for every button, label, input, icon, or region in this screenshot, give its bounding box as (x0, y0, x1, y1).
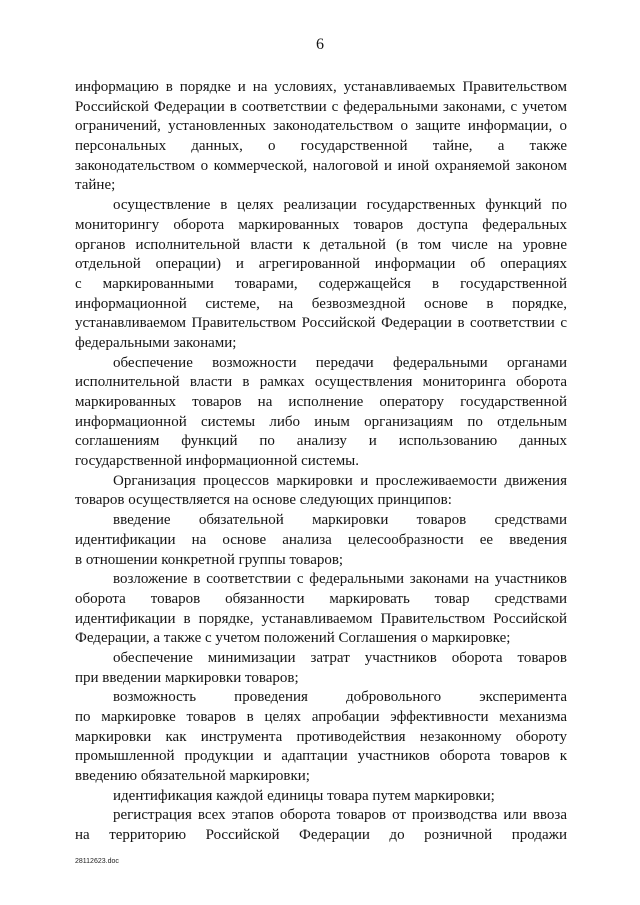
paragraph (75, 78, 567, 196)
text-line: персональных данных, о государственной тайне, а также (75, 138, 567, 155)
text-line: по маркировке товаров в целях апробации эффективности механизма (75, 709, 567, 725)
paragraph (75, 196, 567, 354)
text-line: государственной информационной системы. (75, 453, 360, 470)
paragraph (75, 787, 567, 807)
text-line: исполнительной власти в рамках осуществления мониторинга оборота (75, 374, 567, 391)
text-line: с маркированными товарами, содержащейся в государственной (75, 275, 567, 292)
paragraph (75, 688, 567, 786)
text-line: информационной системе, на безвозмездной основе в порядке, (75, 295, 567, 312)
text-line: мониторингу оборота маркированных товаров доступа федеральных (75, 216, 567, 233)
paragraph (75, 354, 567, 472)
text-line: регистрация всех этапов оборота товаров от производства или ввоза (113, 807, 567, 824)
text-line: идентификации на основе анализа целесообразности ее введения (75, 531, 567, 548)
text-line: информационной системы либо иным организациям по отдельным (75, 413, 567, 430)
text-line: тайне; (75, 177, 116, 194)
text-line: введению обязательной маркировки; (75, 768, 310, 785)
text-line: маркированных товаров на исполнение оператору государственной (75, 394, 567, 410)
paragraph (75, 806, 567, 845)
paragraph (75, 511, 567, 570)
paragraph (75, 570, 567, 649)
text-line: в отношении конкретной группы товаров; (75, 551, 344, 568)
text-line: обеспечение возможности передачи федеральными органами (113, 354, 567, 371)
page-number: 6 (316, 36, 324, 53)
text-line: при введении маркировки товаров; (75, 669, 299, 686)
text-line: оборота товаров обязанности маркировать товар средствами (75, 590, 567, 607)
text-line: возложение в соответствии с федеральными законами на участников (113, 571, 567, 588)
text-line: осуществление в целях реализации государственных функций по (113, 197, 567, 214)
text-line: идентификации в порядке, устанавливаемом Правительством Российской (75, 610, 567, 627)
paragraph (75, 649, 567, 688)
text-line: маркировки как инструмента противодействия незаконному обороту (75, 728, 567, 745)
text-line: Российской Федерации в соответствии с федеральными законами, с учетом (75, 98, 567, 115)
paragraph (75, 472, 567, 511)
text-line: на территорию Российской Федерации до розничной продажи (75, 827, 567, 844)
text-line: Организация процессов маркировки и прослеживаемости движения (113, 472, 567, 489)
file-name-footer: 28112623.doc (75, 858, 119, 865)
text-line: соглашениям функций по анализу и использованию данных (75, 433, 567, 450)
text-line: Федерации, а также с учетом положений Соглашения о маркировке; (75, 630, 511, 647)
text-line: отдельной операции) и агрегированной информации об операциях (75, 256, 567, 273)
text-line: промышленной продукции и адаптации участников оборота товаров к (75, 748, 567, 765)
text-line: федеральными законами; (75, 334, 237, 351)
text-line: органов исполнительной власти к детальной (в том числе на уровне (75, 236, 567, 253)
text-line: ограничений, установленных законодательством о защите информации, о (75, 118, 567, 135)
document-body (75, 78, 567, 846)
text-line: введение обязательной маркировки товаров средствами (113, 512, 567, 529)
text-line: возможность проведения добровольного эксперимента (113, 689, 567, 706)
text-line: законодательством о коммерческой, налоговой и иной охраняемой законом (75, 157, 567, 174)
text-line: информацию в порядке и на условиях, устанавливаемых Правительством (75, 79, 567, 95)
text-line: устанавливаемом Правительством Российской Федерации в соответствии с (75, 315, 567, 332)
text-line: товаров осуществляется на основе следующих принципов: (75, 492, 452, 509)
text-line: обеспечение минимизации затрат участников оборота товаров (113, 649, 567, 666)
text-line: идентификация каждой единицы товара путем маркировки; (113, 787, 495, 804)
